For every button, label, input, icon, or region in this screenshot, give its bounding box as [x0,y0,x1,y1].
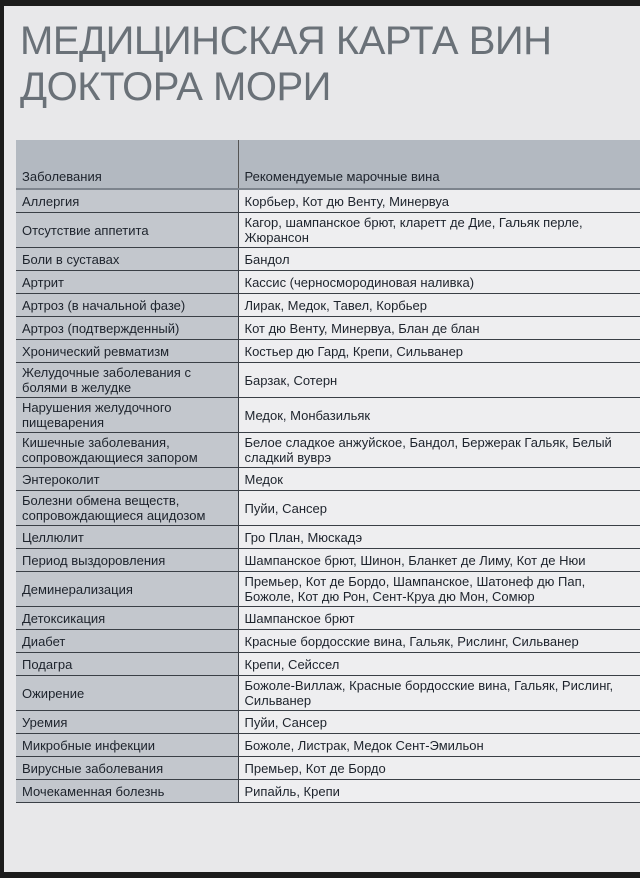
wines-cell: Крепи, Сейссел [238,653,640,676]
wines-cell: Пуйи, Сансер [238,491,640,526]
disease-cell: Нарушения желудочного пищеварения [16,398,238,433]
table-row [16,363,640,398]
wines-cell: Кассис (черносмородиновая наливка) [238,271,640,294]
wines-cell: Кот дю Венту, Минервуа, Блан де блан [238,317,640,340]
wines-cell: Божоле-Виллаж, Красные бордосские вина, Гальяк, Рислинг, Сильванер [238,676,640,711]
table-row [16,189,640,213]
disease-cell: Детоксикация [16,607,238,630]
table-row [16,757,640,780]
table-row [16,630,640,653]
disease-cell: Уремия [16,711,238,734]
disease-cell: Хронический ревматизм [16,340,238,363]
wines-cell: Белое сладкое анжуйское, Бандол, Бержерак Гальяк, Белый сладкий вуврэ [238,433,640,468]
table-row [16,572,640,607]
wines-cell: Божоле, Листрак, Медок Сент-Эмильон [238,734,640,757]
disease-cell: Артроз (в начальной фазе) [16,294,238,317]
table-row [16,607,640,630]
wines-cell: Лирак, Медок, Тавел, Корбьер [238,294,640,317]
table-row [16,780,640,803]
header-recommended-wines: Рекомендуемые марочные вина [238,140,640,189]
table-row [16,526,640,549]
disease-cell: Мочекаменная болезнь [16,780,238,803]
wines-cell: Медок, Монбазильяк [238,398,640,433]
disease-cell: Боли в суставах [16,248,238,271]
disease-cell: Ожирение [16,676,238,711]
disease-cell: Энтероколит [16,468,238,491]
table-row [16,676,640,711]
disease-cell: Диабет [16,630,238,653]
wines-cell: Гро План, Мюскадэ [238,526,640,549]
table-row [16,491,640,526]
table-row [16,271,640,294]
disease-cell: Период выздоровления [16,549,238,572]
wines-cell: Кагор, шампанское брют, кларетт де Дие, Гальяк перле, Жюрансон [238,213,640,248]
table-row [16,468,640,491]
disease-cell: Вирусные заболевания [16,757,238,780]
table-row [16,213,640,248]
table-row [16,248,640,271]
disease-cell: Кишечные заболевания, сопровождающиеся запором [16,433,238,468]
disease-cell: Артроз (подтвержденный) [16,317,238,340]
disease-cell: Аллергия [16,189,238,213]
wines-cell: Шампанское брют, Шинон, Бланкет де Лиму, Кот де Нюи [238,549,640,572]
table-row [16,398,640,433]
page-title [20,18,552,110]
wines-cell: Красные бордосские вина, Гальяк, Рислинг, Сильванер [238,630,640,653]
wines-cell: Костьер дю Гард, Крепи, Сильванер [238,340,640,363]
disease-cell: Болезни обмена веществ, сопровождающиеся ацидозом [16,491,238,526]
disease-cell: Желудочные заболевания с болями в желудке [16,363,238,398]
wines-cell: Корбьер, Кот дю Венту, Минервуа [238,189,640,213]
wines-cell: Премьер, Кот де Бордо [238,757,640,780]
table-row [16,317,640,340]
table-row [16,734,640,757]
disease-cell: Отсутствие аппетита [16,213,238,248]
wines-cell: Пуйи, Сансер [238,711,640,734]
wines-cell: Бандол [238,248,640,271]
wines-cell: Премьер, Кот де Бордо, Шампанское, Шатонеф дю Пап, Божоле, Кот дю Рон, Сент-Круа дю Мон, Сомюр [238,572,640,607]
wines-cell: Барзак, Сотерн [238,363,640,398]
disease-cell: Деминерализация [16,572,238,607]
table-row [16,294,640,317]
table-row [16,433,640,468]
wines-cell: Медок [238,468,640,491]
table-row [16,340,640,363]
table-header-row [16,140,640,189]
disease-cell: Целлюлит [16,526,238,549]
disease-cell: Микробные инфекции [16,734,238,757]
table-row [16,549,640,572]
table-row [16,653,640,676]
page-title-line-1: МЕДИЦИНСКАЯ КАРТА ВИН [20,19,552,63]
book-page [4,6,640,872]
header-diseases: Заболевания [16,140,238,189]
wines-cell: Шампанское брют [238,607,640,630]
page-title-line-2: ДОКТОРА МОРИ [20,65,331,109]
disease-cell: Подагра [16,653,238,676]
wine-chart-table [16,140,640,803]
wines-cell: Рипайль, Крепи [238,780,640,803]
table-row [16,711,640,734]
disease-cell: Артрит [16,271,238,294]
